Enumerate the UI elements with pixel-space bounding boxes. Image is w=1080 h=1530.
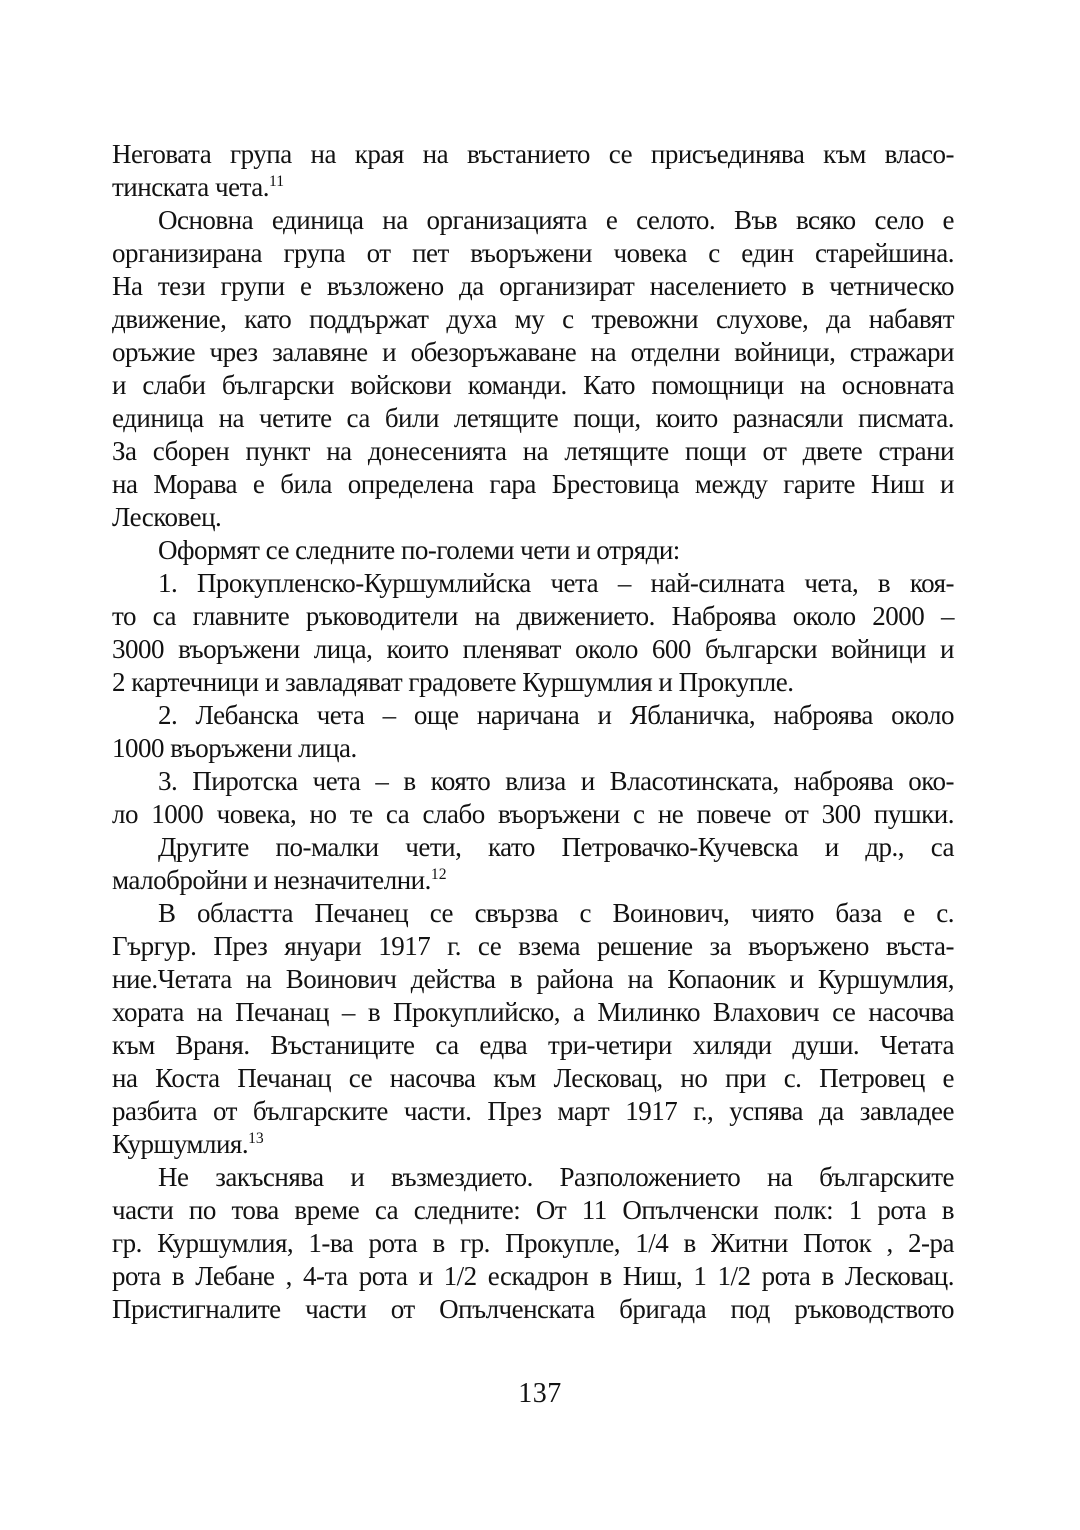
text-line <box>112 237 954 270</box>
text-line-content: Лесковец. <box>112 502 222 532</box>
text-line <box>112 336 954 369</box>
text-line <box>112 699 954 732</box>
text-line-content: Оформят се следните по-големи чети и отряди: <box>158 535 680 565</box>
text-line-content: разбита от българските части. През март 1917 г., успява да завладее <box>112 1096 954 1126</box>
text-line <box>112 1161 954 1194</box>
text-line <box>112 1062 954 1095</box>
text-line <box>112 468 954 501</box>
text-line-content: единица на четите са били летящите пощи, които разнасяли писмата. <box>112 403 954 433</box>
text-line <box>112 732 954 765</box>
text-line-content: Не закъснява и възмездието. Разположението на българските <box>158 1162 954 1192</box>
text-line <box>112 996 954 1029</box>
text-line <box>112 831 954 864</box>
text-line-content: хората на Печанац – в Прокуплийско, а Милинко Влахович се насочва <box>112 997 954 1027</box>
text-line <box>112 1194 954 1227</box>
text-line <box>112 402 954 435</box>
text-line <box>112 864 954 897</box>
text-line-content: 3. Пиротска чета – в която влиза и Власотинската, наброява око- <box>158 766 954 796</box>
text-line-content: Куршумлия. <box>112 1129 249 1159</box>
text-line <box>112 963 954 996</box>
text-line-content: ло 1000 човека, но те са слабо въоръжени с не повече от 300 пушки. <box>112 799 954 829</box>
text-line-content: За сборен пункт на донесенията на летящите пощи от двете страни <box>112 436 954 466</box>
text-line <box>112 501 954 534</box>
text-line-content: Неговата група на края на въстанието се присъединява към власо- <box>112 139 954 169</box>
page-number: 137 <box>518 1378 562 1409</box>
text-line <box>112 204 954 237</box>
text-line <box>112 1095 954 1128</box>
text-line-content: На тези групи е възложено да организират населението в четническо <box>112 271 954 301</box>
text-line-content: рота в Лебане , 4-та рота и 1/2 ескадрон в Ниш, 1 1/2 рота в Лесковац. <box>112 1261 954 1291</box>
text-line-content: оръжие чрез залавяне и обезоръжаване на отделни войници, стражари <box>112 337 954 367</box>
text-line <box>112 1260 954 1293</box>
text-line <box>112 171 954 204</box>
text-line <box>112 270 954 303</box>
text-line <box>112 1227 954 1260</box>
text-line <box>112 600 954 633</box>
text-line-content: към Враня. Въстаниците са едва три-четири хиляди души. Четата <box>112 1030 954 1060</box>
text-line <box>112 798 954 831</box>
text-line <box>112 765 954 798</box>
text-line-content: 1. Прокупленско-Куршумлийска чета – най-силната чета, в коя- <box>158 568 954 598</box>
text-line-content: тинската чета. <box>112 172 269 202</box>
text-line-content: движение, като поддържат духа му с тревожни слухове, да набавят <box>112 304 954 334</box>
text-line-content: Другите по-малки чети, като Петровачко-Кучевска и др., са <box>158 832 954 862</box>
text-line-content: Пристигналите части от Опълченската бригада под ръководството <box>112 1294 954 1324</box>
footnote-ref: 12 <box>430 866 447 883</box>
text-line <box>112 1293 954 1326</box>
page-text-block <box>112 138 954 1326</box>
text-line-content: 1000 въоръжени лица. <box>112 733 357 763</box>
text-line-content: гр. Куршумлия, 1-ва рота в гр. Прокупле, 1/4 в Житни Поток , 2-ра <box>112 1228 954 1258</box>
text-line-content: ние.Четата на Воинович действа в района на Копаоник и Куршумлия, <box>112 964 954 994</box>
text-line-content: Гъргур. През януари 1917 г. се взема решение за въоръжено въста- <box>112 931 954 961</box>
text-line-content: организирана група от пет въоръжени човека с един старейшина. <box>112 238 954 268</box>
text-line-content: части по това време са следните: От 11 Опълченски полк: 1 рота в <box>112 1195 954 1225</box>
text-line <box>112 930 954 963</box>
text-line-content: 2 картечници и завладяват градовете Куршумлия и Прокупле. <box>112 667 794 697</box>
text-line-content: малобройни и незначителни. <box>112 865 431 895</box>
text-line-content: 3000 въоръжени лица, които пленяват около 600 български войници и <box>112 634 954 664</box>
text-line <box>112 666 954 699</box>
text-line <box>112 435 954 468</box>
text-line-content: Основна единица на организацията е селото. Във всяко село е <box>158 205 954 235</box>
text-line <box>112 567 954 600</box>
text-line <box>112 1128 954 1161</box>
text-line <box>112 303 954 336</box>
text-line-content: на Коста Печанац се насочва към Лесковац, но при с. Петровец е <box>112 1063 954 1093</box>
text-line-content: на Морава е била определена гара Брестовица между гарите Ниш и <box>112 469 954 499</box>
text-line-content: В областта Печанец се свързва с Воинович, чиято база е с. <box>158 898 954 928</box>
text-line <box>112 633 954 666</box>
footnote-ref: 13 <box>248 1130 264 1147</box>
text-line <box>112 1029 954 1062</box>
text-line-content: и слаби български войскови команди. Като помощници на основната <box>112 370 954 400</box>
text-line-content: 2. Лебанска чета – още наричана и Ябланичка, наброява около <box>158 700 954 730</box>
footnote-ref: 11 <box>268 173 285 190</box>
text-line <box>112 534 954 567</box>
text-line <box>112 369 954 402</box>
text-line-content: то са главните ръководители на движението. Наброява около 2000 – <box>112 601 954 631</box>
text-line <box>112 897 954 930</box>
text-line <box>112 138 954 171</box>
